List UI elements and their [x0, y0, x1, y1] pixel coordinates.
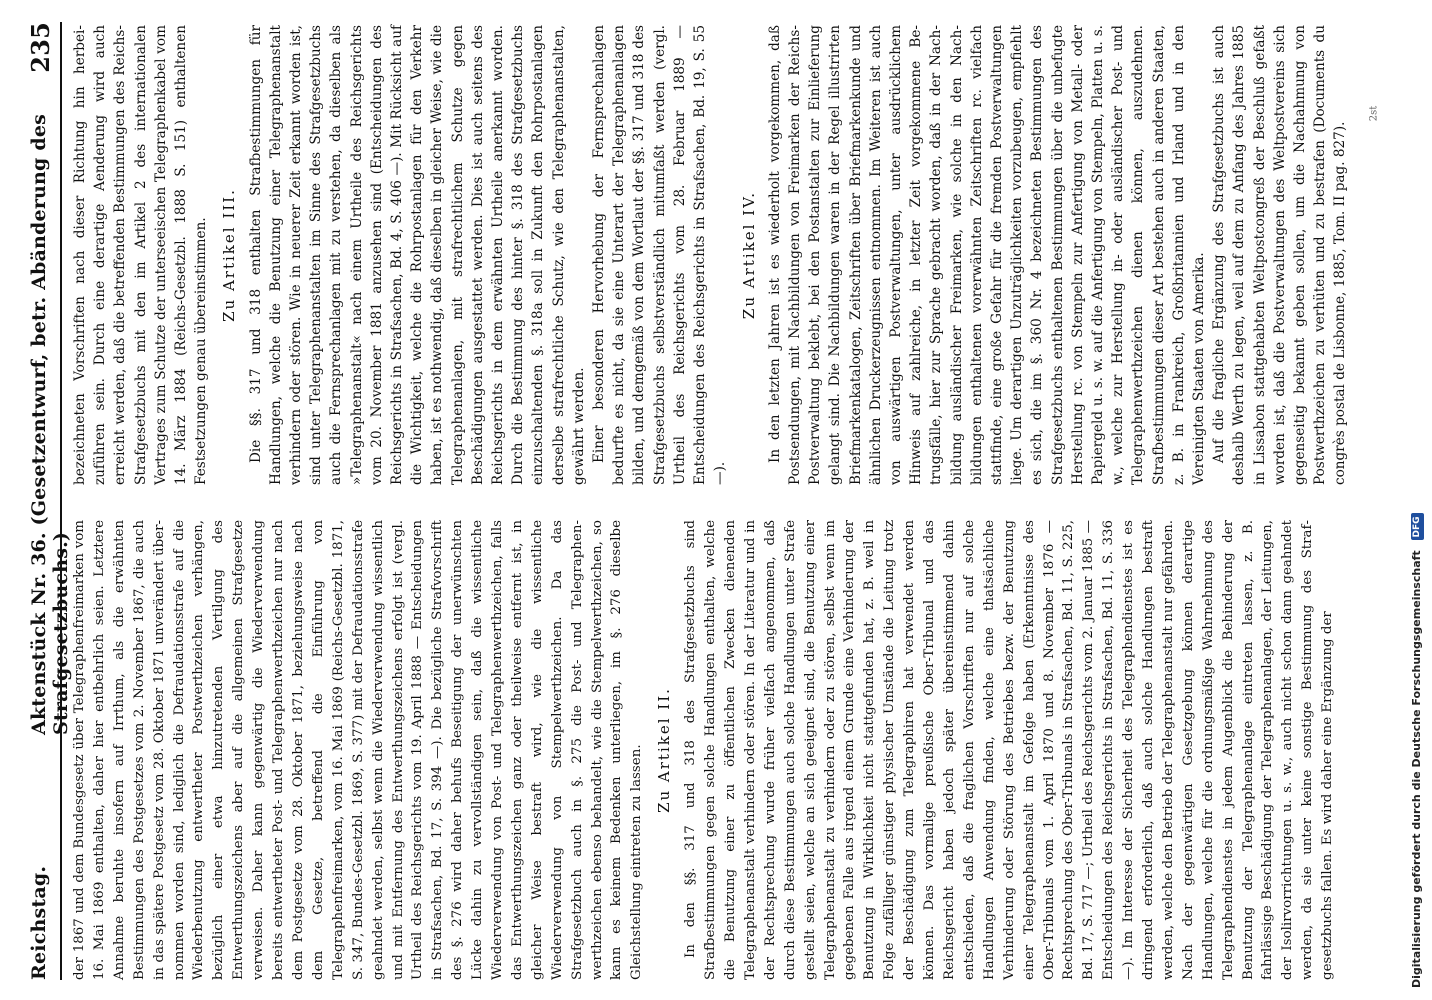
header-rule	[60, 22, 62, 980]
paragraph: bezeichneten Vorschriften nach dieser Richtung hin herbeizuführen sein. Durch eine derartige Aenderung wird auch erreicht werden, daß die betreffenden Bestimmungen des Reichs-Strafgesetzbuchs mit den im Artikel 2 des internationalen Vertrages zum Schutze der unterseeischen Telegraphenkabel vom 14. März 1884 (Reichs-Gesetzbl. 1888 S. 151) enthaltenen Festsetzungen genau übereinstimmen.	[72, 25, 210, 485]
section-heading: Zu Artikel II.	[655, 687, 674, 813]
paragraph: Auf die fragliche Ergänzung des Strafgesetzbuchs ist auch deshalb Werth zu legen, weil auf dem zu Anfang des Jahres 1885 in Lissabon stattgehabten Weltpostcongreß der Beschluß gefaßt worden ist, daß die Postverwaltungen des Weltpostvereins sich gegenseitig bekannt geben sollen, um die Nachahmung von Postwerthzeichen zu verhüten und zu bestrafen (Documents du congrès postal de Lisbonne, 1885, Tom. II pag. 827).	[1211, 25, 1349, 485]
sidebar-credit-text: Digitalisierung gefördert durch die Deutsche Forschungsgemeinschaft	[1410, 550, 1423, 988]
paragraph: der 1867 und dem Bundesgesetz über Telegraphenfreimarken vom 16. Mai 1869 enthalten, daher hier entbehrlich seien. Letztere Annahme beruhte insofern auf Irrthum, als die erwähnten Bestimmungen des Postgesetzes vom 2. November 1867, die auch in das spätere Postgesetz vom 28. Oktober 1871 unverändert übernommen worden sind, lediglich die Defraudationsstrafe auf die Wiederbenutzung entwertheter Postwerthzeichen verhängen, bezüglich einer etwa hinzutretenden Vertilgung des Entwerthungszeichens aber auf die allgemeinen Strafgesetze verweisen. Daher kann gegenwärtig die Wiederverwendung bereits entwertheter Post- und Telegraphenwerthzeichen nur nach dem Postgesetze vom 28. Oktober 1871, beziehungsweise nach dem Gesetze, betreffend die Einführung von Telegraphenfreimarken, vom 16. Mai 1869 (Reichs-Gesetzbl. 1871, S. 347, Bundes-Gesetzbl. 1869, S. 377) mit der Defraudationsstrafe geahndet werden, selbst wenn die Wiederverwendung wissentlich und mit Entfernung des Entwerthungszeichens erfolgt ist (vergl. Urtheil des Reichsgerichts vom 19. April 1888 — Entscheidungen in Strafsachen, Bd. 17, S. 394 —). Die bezügliche Strafvorschrift des §. 276 wird daher behufs Beseitigung der unerwünschten Lücke dahin zu vervollständigen sein, daß die wissentliche Wiederverwendung von Post- und Telegraphenwerthzeichen, falls das Entwerthungszeichen ganz oder theilweise entfernt ist, in gleicher Weise bestraft wird, wie die wissentliche Wiederverwendung von Stempelwerthzeichen. Da das Strafgesetzbuch auch in §. 275 die Post- und Telegraphenwerthzeichen ebenso behandelt, wie die Stempelwerthzeichen, so kann es keinem Bedenken unterliegen, im §. 276 dieselbe Gleichstellung eintreten zu lassen.	[72, 520, 645, 980]
header-title: Aktenstück Nr. 36. (Gesetzentwurf, betr. Abänderung des Strafgesetzbuchs.)	[28, 113, 72, 735]
dfg-logo: DFG	[1411, 513, 1424, 540]
margin-stamp: 2st	[1368, 105, 1380, 122]
running-header	[22, 22, 72, 980]
paragraph: Einer besonderen Hervorhebung der Fernsprechanlagen bedurfte es nicht, da sie eine Unterart der Telegraphenanlagen bilden, und demgemäß von dem Wortlaut der §§. 317 und 318 des Strafgesetzbuchs selbstverständlich mitumfaßt werden (vergl. Urtheil des Reichsgerichts vom 28. Februar 1889 — Entscheidungen des Reichsgerichts in Strafsachen, Bd. 19, S. 55 —).	[591, 25, 729, 485]
paragraph: Die §§. 317 und 318 enthalten Strafbestimmungen für Handlungen, welche die Benutzung einer Telegraphenanstalt verhindern oder stören. Wie in neuerer Zeit erkannt worden ist, sind unter Telegraphenanstalten im Sinne des Strafgesetzbuchs auch die Fernsprechanlagen mit zu verstehen, da dieselben als »Telegraphenanstalt« nach einem Urtheile des Reichsgerichts vom 20. November 1881 anzusehen sind (Entscheidungen des Reichsgerichts in Strafsachen, Bd. 4, S. 406 —). Mit Rücksicht auf die Wichtigkeit, welche die Rohrpostanlagen für den Verkehr haben, ist es nothwendig, daß dieselben in gleicher Weise, wie die Telegraphenanlagen, mit strafrechtlichem Schutze gegen Beschädigungen ausgestattet werden. Dies ist auch seitens des Reichsgerichts in dem erwähnten Urtheile anerkannt worden. Durch die Bestimmung des hinter §. 318 des Strafgesetzbuchs einzuschaltenden §. 318a soll in Zukunft den Rohrpostanlagen derselbe strafrechtliche Schutz, wie den Telegraphenanstalten, gewährt werden.	[247, 25, 587, 485]
sidebar-credit	[1402, 0, 1432, 1000]
page-number: 235	[26, 22, 55, 73]
paragraph: In den §§. 317 und 318 des Strafgesetzbuchs sind Strafbestimmungen gegen solche Handlungen enthalten, welche die Benutzung einer zu öffentlichen Zwecken dienenden Telegraphenanstalt verhindern oder stören. In der Literatur und in der Rechtsprechung wurde früher vielfach angenommen, daß durch diese Bestimmungen auch solche Handlungen unter Strafe gestellt seien, welche an sich geeignet sind, die Benutzung einer Telegraphenanstalt zu verhindern oder zu stören, selbst wenn im gegebenen Falle aus irgend einem Grunde eine Verhinderung der Benutzung in Wirklichkeit nicht stattgefunden hat, z. B. weil in Folge zufälliger günstiger physischer Umstände die Leitung trotz der Beschädigung zum Telegraphiren hat verwendet werden können. Das vormalige preußische Ober-Tribunal und das Reichsgericht haben jedoch später übereinstimmend dahin entschieden, daß die fraglichen Vorschriften nur auf solche Handlungen Anwendung finden, welche eine thatsächliche Verhinderung oder Störung des Betriebes bezw. der Benutzung einer Telegraphenanstalt im Gefolge haben (Erkenntnisse des Ober-Tribunals vom 1. April 1870 und 8. November 1876 — Rechtsprechung des Ober-Tribunals in Strafsachen, Bd. 11, S. 225, Bd. 17, S. 717 —; Urtheil des Reichsgerichts vom 2. Januar 1885 — Entscheidungen des Reichsgerichts in Strafsachen, Bd. 11, S. 336 —). Im Interesse der Sicherheit des Telegraphendienstes ist es dringend erforderlich, daß auch solche Handlungen bestraft werden, welche den Betrieb der Telegraphenanstalt nur gefährden. Nach der gegenwärtigen Gesetzgebung können derartige Handlungen, welche für die ordnungsmäßige Wahrnehmung des Telegraphendienstes in jedem Augenblick die Behinderung der Benutzung der Telegraphenanlage eintreten lassen, z. B. fahrlässige Beschädigung der Telegraphenanlagen, der Leitungen, der Isolirvorrichtungen u. s. w., auch nicht schon dann geahndet werden, da sie unter keine sonstige Bestimmung des Strafgesetzbuchs fallen. Es wird daher eine Ergänzung der	[683, 520, 1336, 980]
header-left: Reichstag.	[28, 865, 50, 980]
section-heading: Zu Artikel IV.	[739, 190, 758, 320]
section-heading: Zu Artikel III.	[220, 188, 239, 322]
column-left	[70, 520, 1338, 980]
digitization-sidebar	[1402, 0, 1432, 1000]
column-right	[70, 25, 1351, 485]
paragraph: In den letzten Jahren ist es wiederholt vorgekommen, daß Postsendungen, mit Nachbildungen von Freimarken der Reichs-Postverwaltung beklebt, bei den Postanstalten zur Einlieferung gelangt sind. Die Nachbildungen waren in der Regel illustrirten Briefmarkenkatalogen, Zeitschriften über Briefmarkenkunde und ähnlichen Druckerzeugnissen entnommen. Im Weiteren ist auch von auswärtigen Postverwaltungen, unter ausdrücklichem Hinweis auf zahlreiche, in letzter Zeit vorgekommene Betrugsfälle, hier zur Sprache gebracht worden, daß in der Nachbildung ausländischer Freimarken, wie solche in den Nachbildungen enthaltenen vorerwähnten Zeitschriften rc. vielfach stattfinde, eine große Gefahr für die fremden Postverwaltungen liege. Um derartigen Unzuträglichkeiten vorzubeugen, empfiehlt es sich, die im §. 360 Nr. 4 bezeichneten Bestimmungen des Strafgesetzbuchs enthaltenen Bestimmungen über die unbefugte Herstellung rc. von Stempeln zur Anfertigung von Metall- oder Papiergeld u. s. w. auf die Anfertigung von Stempeln, Platten u. s. w., welche zur Herstellung in- oder ausländischer Post- und Telegraphenwerthzeichen dienen können, auszudehnen. Strafbestimmungen dieser Art bestehen auch in anderen Staaten, z. B. in Frankreich, Großbritannien und Irland und in den Vereinigten Staaten von Amerika.	[766, 25, 1207, 485]
